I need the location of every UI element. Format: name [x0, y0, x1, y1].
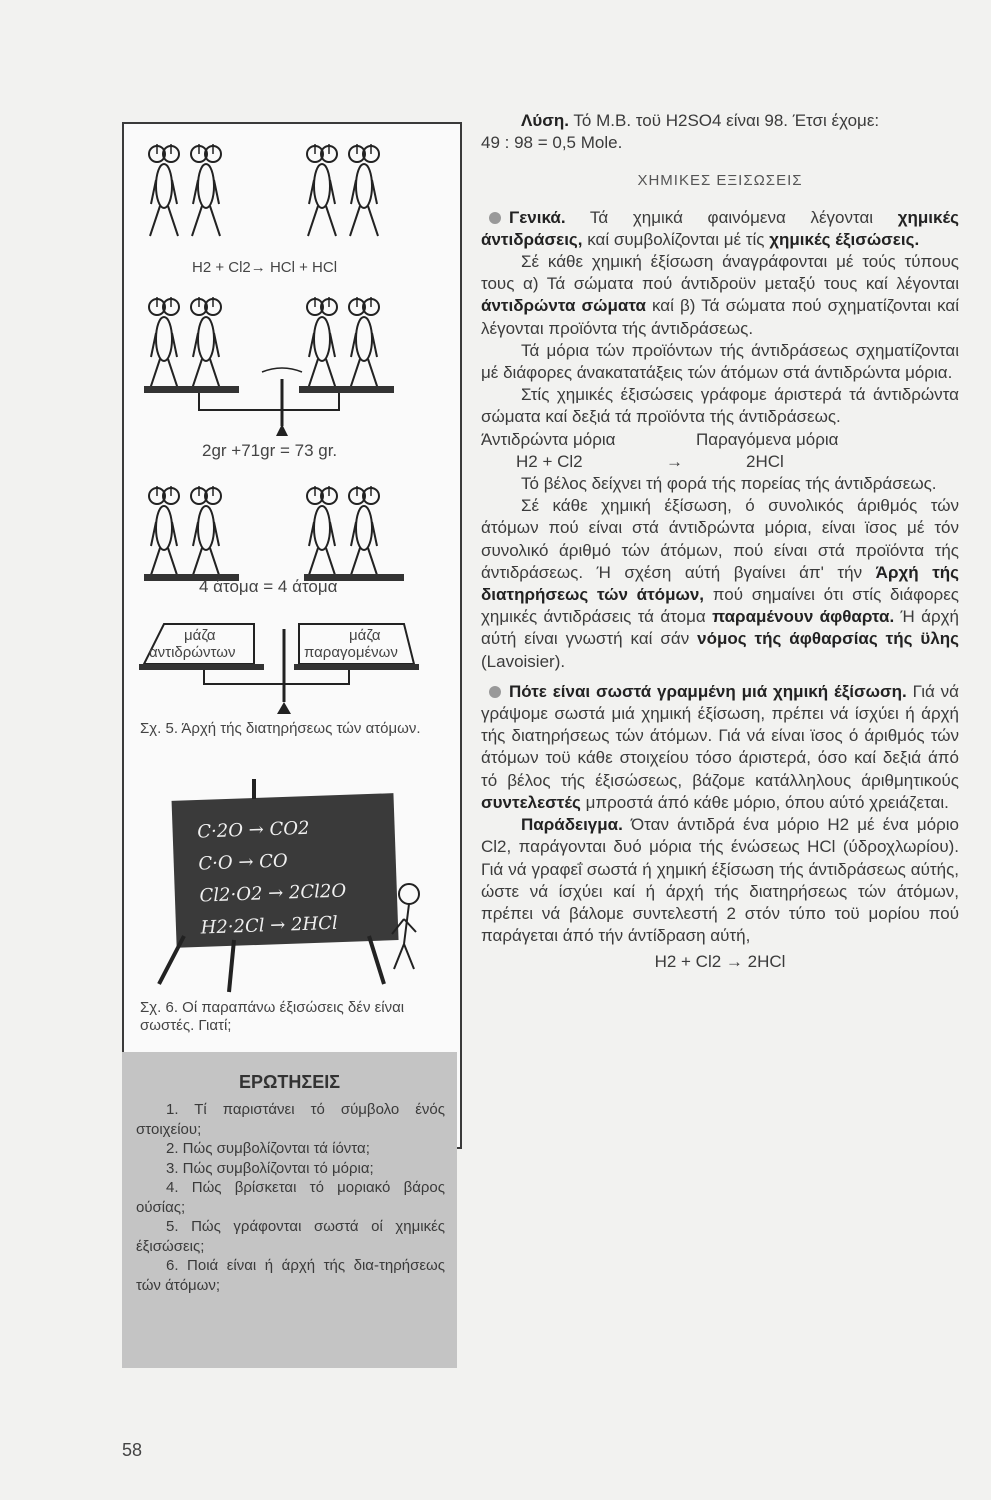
paragraph-3: Τά μόρια τών προϊόντων τής άντιδράσεως σχηματίζονται μέ διάφορες άνακατατάξεις τών άτόμων στά άντιδρώντα μόρια. — [481, 340, 959, 383]
reaction-equation — [481, 451, 959, 473]
p8-label: Παράδειγμα. — [521, 815, 623, 835]
board-line: H2·2Cl → 2HCl — [200, 912, 339, 939]
reactants-equation: H2 + Cl2 — [516, 451, 583, 471]
solution-paragraph — [481, 110, 959, 132]
mass-equation: 2gr +71gr = 73 gr. — [202, 441, 338, 460]
question-item: 5. Πώς γράφονται σωστά οί χημικές έξισώσεις; — [136, 1218, 445, 1255]
figure-box — [122, 122, 462, 1149]
reaction-headers — [481, 429, 959, 451]
p6-text: Σέ κάθε χημική έξίσωση, ό συνολικός άριθμός τών άτόμων πού είναι στά άντιδρώντα μόρια, είναι ϊσος μέ τόν συνολικό άριθμό τών άτόμων, πού είναι στά προϊόντα τής άντιδράσεως. Ή σχέση αύτή βγαίνει άπ' τήν — [481, 496, 959, 582]
equation-h2-cl2: H2 + Cl2→ HCl + HCl — [192, 259, 338, 276]
atoms-equation: 4 άτομα = 4 άτομα — [199, 577, 338, 596]
p6-bold-1: Άρχή τής διατηρήσεως τών άτόμων, — [481, 562, 960, 605]
general-text-1: Τά χημικά φαινόμενα λέγονται — [565, 207, 898, 227]
p7-text: Γιά νά γράψομε σωστά μιά χημική έξίσωση, πρέπει νά ίσχύει ή άρχή τής διατηρήσεως τών άτόμων. Γιά νά είναι ϊσος ό άριθμός τών άτόμων τοϋ κάθε στοιχείου τόσο άριστερά, όσο καί δεξιά άπό τό βέλος τής έξισώσεως, βάζομε κατάλληλους άριθμητικούς — [481, 681, 959, 790]
figure-6-caption: Σχ. 6. Οί παραπάνω έξισώσεις δέν είναι σωστές. Γιατί; — [140, 999, 405, 1034]
p2-text-end: καί β) Τά σώματα πού σχηματίζονται καί λέγονται προϊόντα τής άντιδράσεως. — [481, 296, 959, 338]
paragraph-4: Στίς χημικές έξισώσεις γράφομε άριστερά τά άντιδρώντα σώματα καί δεξιά τά προϊόντα τής άντιδράσεως. — [481, 385, 959, 427]
question-item: 2. Πώς συμβολίζονται τά ίόντα; — [166, 1140, 370, 1157]
p2-bold: άντιδρώντα σώματα — [481, 296, 646, 316]
question-item: 1. Τί παριστάνει τό σύμβολο ένός στοιχείου; — [136, 1101, 445, 1138]
reactants-header: Άντιδρώντα μόρια — [481, 429, 616, 449]
general-bold-2: χημικές έξισώσεις. — [769, 229, 920, 249]
solution-calc: 49 : 98 = 0,5 Mole. — [481, 133, 623, 153]
question-item: 4. Πώς βρίσκεται τό μοριακό βάρος ούσίας; — [136, 1179, 445, 1216]
bullet-icon — [489, 212, 501, 224]
question-item: 3. Πώς συμβολίζονται τό μόρια; — [166, 1159, 374, 1177]
paragraph-5: Τό βέλος δείχνει τή φορά τής πορείας τής άντιδράσεως. — [521, 474, 937, 494]
p2-text: Σέ κάθε χημική έξίσωση άναγράφονται μέ τούς τύπους τους α) Τά σώματα πού άντιδροϋν μεταξύ τους καί λέγονται — [481, 252, 959, 294]
board-line: C·2O → CO2 — [196, 817, 310, 843]
general-bold-1: χημικές άντιδράσεις, — [481, 207, 959, 249]
paragraph-6 — [481, 495, 959, 673]
paragraph-7 — [481, 681, 959, 814]
general-paragraph — [481, 207, 959, 251]
board-line: C·O → CO — [198, 850, 289, 875]
p7-label: Πότε είναι σωστά γραμμένη μιά χημική έξίσωση. — [509, 681, 907, 701]
p6-text-4: (Lavoisier). — [481, 651, 566, 671]
general-text-2: καί συμβολίζονται μέ τίς — [582, 229, 770, 249]
p8-text: Όταν άντιδρά ένα μόριο H2 μέ ένα μόριο Cl2, παράγονται δυό μόρια τής ένώσεως HCl (ύδροχλωρίου). Γιά νά γραφεΐ σωστά ή χημική έξίσωση τής άντιδράσεως αύτής, ώστε νά ίσχύει καί ή άρχή τής διατηρήσεως τών άτόμων, πρέπει νά βάλομε συντελεστή 2 στόν τύπο τοϋ μορίου πού παράγεται άπό τήν άντίδραση αύτή, — [481, 815, 959, 946]
board-line: Cl2·O2 → 2Cl2O — [199, 880, 347, 907]
p6-bold-2: παραμένουν άφθαρτα. — [712, 607, 895, 627]
paragraph-2 — [481, 251, 959, 340]
scale-label-right-2: παραγομένων — [304, 644, 398, 661]
p7-bold: συντελεστές — [481, 792, 581, 812]
questions-title: ΕΡΩΤΗΣΕΙΣ — [238, 1072, 341, 1092]
scale-label-left-1: μάζα — [184, 627, 216, 644]
p6-bold-3: νόμος τής άφθαρσίας τής ϋλης — [697, 629, 959, 649]
solution-text: Τό Μ.Β. τοϋ H2SO4 είναι 98. Έτσι έχομε: — [568, 111, 880, 130]
final-equation: H2 + Cl2 → 2HCl — [654, 952, 786, 972]
page-number: 58 — [122, 1440, 143, 1460]
figure-5-caption: Σχ. 5. Άρχή τής διατηρήσεως τών ατόμων. — [140, 720, 421, 737]
p6-text-3: Ή άρχή αύτή είναι γνωστή καί σάν — [481, 607, 959, 649]
p6-text-2: πού σημαίνει ότι στίς διάφορες χημικές άντιδράσεις τά άτομα — [481, 585, 959, 627]
section-heading: ΧΗΜΙΚΕΣ ΕΞΙΣΩΣΕΙΣ — [637, 172, 803, 190]
p7-text-end: μπροστά άπό κάθε μόριο, όπου αύτό χρειάζεται. — [580, 792, 949, 812]
bullet-icon — [489, 686, 501, 698]
products-header: Παραγόμενα μόρια — [696, 429, 839, 449]
solution-label: Λύση. — [521, 111, 569, 130]
figure-illustration — [124, 124, 464, 1151]
blackboard-text — [197, 811, 348, 944]
question-item: 6. Ποιά είναι ή άρχή τής δια-τηρήσεως τών άτόμων; — [136, 1257, 445, 1294]
paragraph-8 — [481, 814, 959, 947]
questions-box — [122, 1052, 457, 1368]
main-text-column — [481, 110, 959, 974]
left-column — [122, 104, 467, 1368]
questions-list — [136, 1100, 445, 1295]
products-equation: 2HCl — [746, 451, 784, 471]
scale-label-right-1: μάζα — [349, 627, 381, 644]
general-label: Γενικά. — [509, 207, 566, 227]
arrow: → — [666, 451, 683, 471]
scale-label-left-2: αντιδρώντων — [149, 644, 236, 661]
